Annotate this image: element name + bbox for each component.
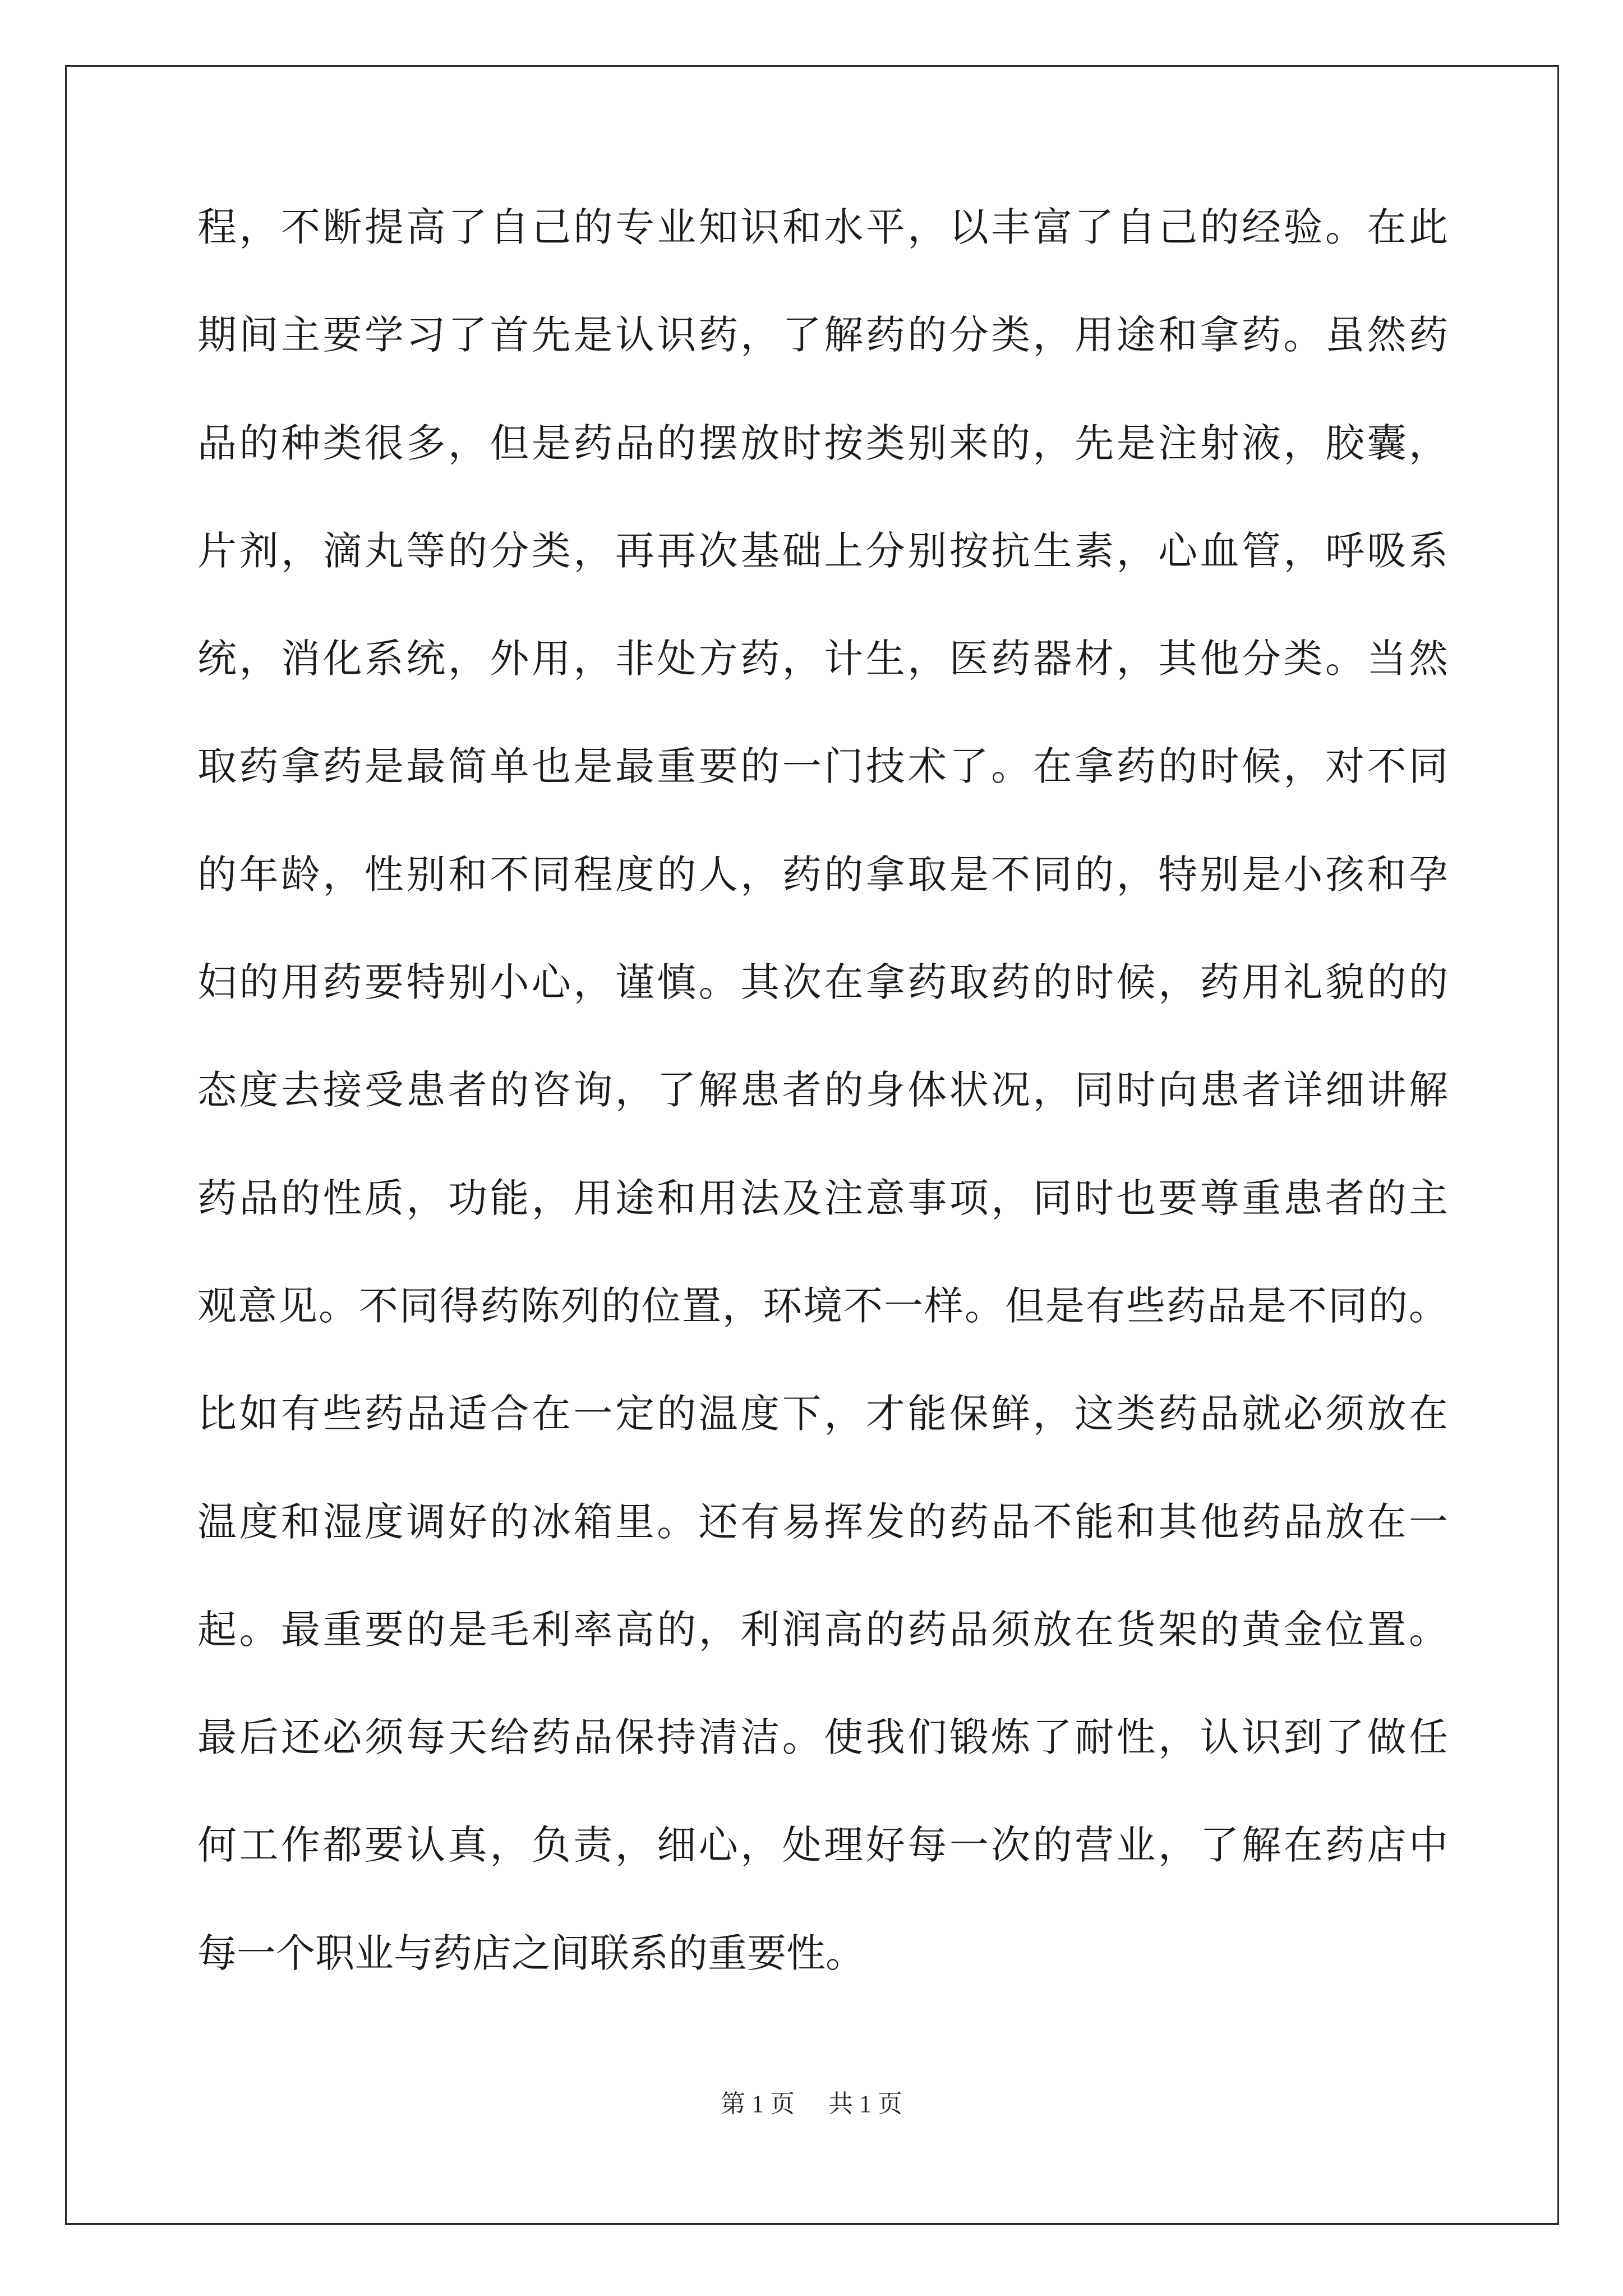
document-body — [197, 204, 1448, 2041]
page-number-total: 共 1 页 — [828, 2090, 902, 2118]
body-line-3: 品的种类很多，但是药品的摆放时按类别来的，先是注射液，胶囊， — [197, 420, 1448, 466]
body-line-11: 观意见。不同得药陈列的位置，环境不一样。但是有些药品是不同的。 — [197, 1282, 1448, 1329]
body-line-1: 程，不断提高了自己的专业知识和水平，以丰富了自己的经验。在此 — [197, 204, 1448, 250]
page-number-current: 第 1 页 — [721, 2090, 795, 2118]
body-line-8: 妇的用药要特别小心，谨慎。其次在拿药取药的时候，药用礼貌的的 — [197, 959, 1448, 1006]
body-line-16: 何工作都要认真，负责，细心，处理好每一次的营业，了解在药店中 — [197, 1822, 1448, 1869]
body-line-12: 比如有些药品适合在一定的温度下，才能保鲜，这类药品就必须放在 — [197, 1391, 1448, 1437]
body-line-14: 起。最重要的是毛利率高的，利润高的药品须放在货架的黄金位置。 — [197, 1606, 1448, 1653]
page-footer — [0, 2090, 1623, 2119]
body-line-9: 态度去接受患者的咨询，了解患者的身体状况，同时向患者详细讲解 — [197, 1067, 1448, 1114]
body-line-4: 片剂，滴丸等的分类，再再次基础上分别按抗生素，心血管，呼吸系 — [197, 527, 1448, 574]
body-line-13: 温度和湿度调好的冰箱里。还有易挥发的药品不能和其他药品放在一 — [197, 1498, 1448, 1545]
body-line-2: 期间主要学习了首先是认识药，了解药的分类，用途和拿药。虽然药 — [197, 312, 1448, 358]
body-line-15: 最后还必须每天给药品保持清洁。使我们锻炼了耐性，认识到了做任 — [197, 1714, 1448, 1761]
body-line-17: 每一个职业与药店之间联系的重要性。 — [197, 1930, 865, 1976]
body-line-6: 取药拿药是最简单也是最重要的一门技术了。在拿药的时候，对不同 — [197, 743, 1448, 790]
body-line-7: 的年龄，性别和不同程度的人，药的拿取是不同的，特别是小孩和孕 — [197, 851, 1448, 898]
body-line-10: 药品的性质，功能，用途和用法及注意事项，同时也要尊重患者的主 — [197, 1175, 1448, 1221]
body-line-5: 统，消化系统，外用，非处方药，计生，医药器材，其他分类。当然 — [197, 636, 1448, 682]
